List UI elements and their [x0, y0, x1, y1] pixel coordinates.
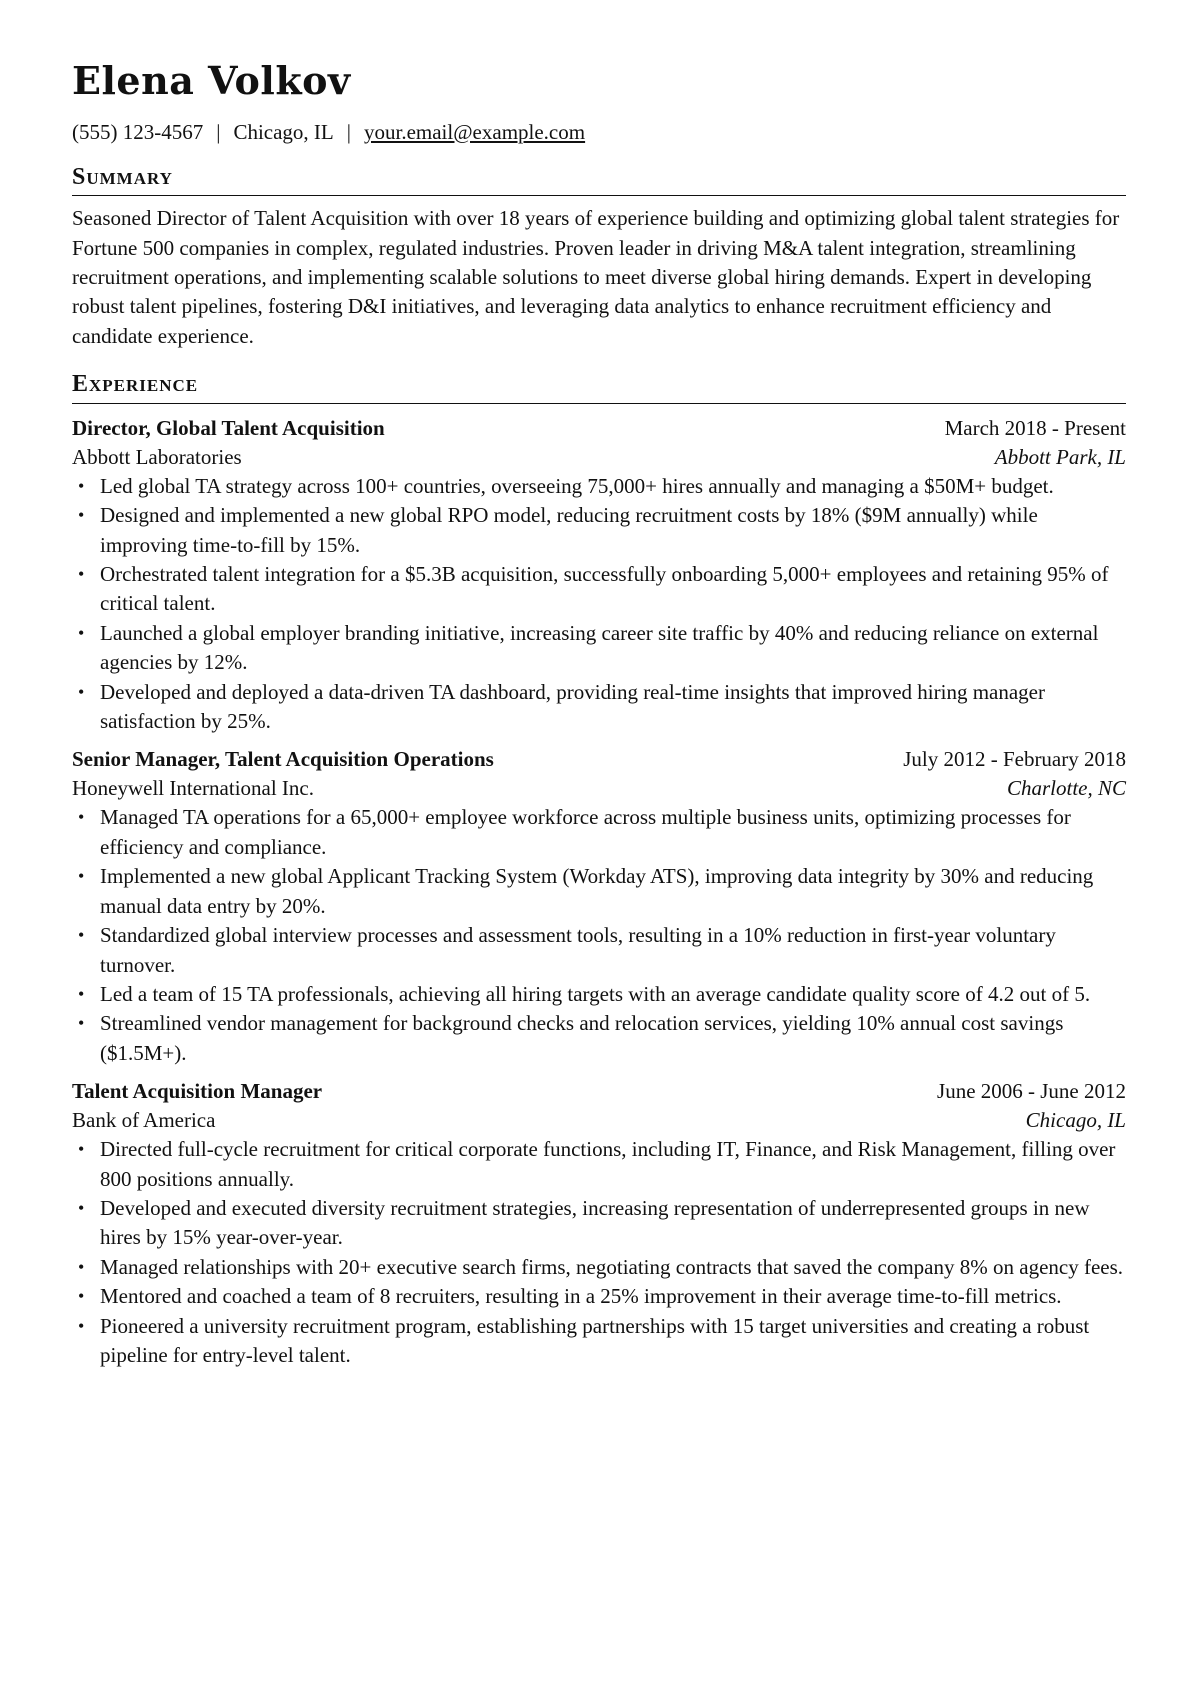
- bullet-icon: •: [78, 1139, 85, 1160]
- job-location: Abbott Park, IL: [994, 444, 1126, 469]
- list-item: [72, 1282, 1126, 1311]
- job-dates: July 2012 - February 2018: [903, 747, 1126, 772]
- email-link[interactable]: your.email@example.com: [363, 119, 586, 144]
- bullet-icon: •: [78, 866, 85, 887]
- list-item: [72, 862, 1126, 921]
- bullet-icon: •: [78, 564, 85, 585]
- location: Chicago, IL: [233, 119, 334, 144]
- summary-text: Seasoned Director of Talent Acquisition with over 18 years of experience building and optimizing global talent strategies for Fortune 500 companies in complex, regulated industries. Proven leader in driving M&A talent integration, streamlining recruitment operations, and implementing scalable solutions to meet diverse global hiring demands. Expert in developing robust talent pipelines, fostering D&I initiatives, and leveraging data analytics to enhance recruitment efficiency and candidate experience.: [72, 206, 1120, 348]
- job-company: Honeywell International Inc.: [72, 776, 314, 801]
- job-company-row: [72, 1106, 1126, 1135]
- list-item: [72, 501, 1126, 560]
- contact-line: [72, 118, 1126, 146]
- job-location: Charlotte, NC: [1006, 776, 1126, 801]
- job-company: Bank of America: [72, 1108, 216, 1133]
- job-header-row: [72, 1077, 1126, 1106]
- bullet-icon: •: [78, 475, 85, 496]
- list-item: [72, 560, 1126, 619]
- list-item: [72, 1009, 1126, 1068]
- experience-list: [72, 414, 1126, 1371]
- bullet-text: Launched a global employer branding initiative, increasing career site traffic by 40% and reducing reliance on external agencies by 12%.: [100, 620, 1099, 675]
- job-dates: June 2006 - June 2012: [937, 1079, 1126, 1104]
- contact-separator: |: [216, 119, 221, 144]
- job-dates: March 2018 - Present: [944, 415, 1126, 440]
- bullet-icon: •: [78, 1315, 85, 1336]
- job-company-row: [72, 774, 1126, 803]
- bullet-text: Directed full-cycle recruitment for critical corporate functions, including IT, Finance, and Risk Management, filling over 800 positions annually.: [100, 1137, 1116, 1191]
- bullet-text: Led a team of 15 TA professionals, achieving all hiring targets with an average candidate quality score of 4.2 out of 5.: [100, 981, 1091, 1006]
- bullet-icon: •: [78, 925, 85, 946]
- resume-page: [72, 58, 1126, 1370]
- list-item: [72, 1135, 1126, 1194]
- bullet-text: Managed relationships with 20+ executive search firms, negotiating contracts that saved the company 8% on agency fees.: [100, 1254, 1124, 1279]
- list-item: [72, 803, 1126, 862]
- job-header-row: [72, 745, 1126, 774]
- bullet-icon: •: [78, 681, 85, 702]
- bullet-icon: •: [78, 1013, 85, 1034]
- list-item: [72, 921, 1126, 980]
- job-company: Abbott Laboratories: [72, 444, 242, 469]
- bullet-text: Mentored and coached a team of 8 recruiters, resulting in a 25% improvement in their average time-to-fill metrics.: [100, 1284, 1062, 1309]
- bullet-text: Implemented a new global Applicant Tracking System (Workday ATS), improving data integrity by 30% and reducing manual data entry by 20%.: [100, 864, 1094, 918]
- phone-number: (555) 123-4567: [72, 119, 204, 144]
- list-item: [72, 1312, 1126, 1371]
- job-location: Chicago, IL: [1025, 1108, 1126, 1133]
- bullet-text: Developed and executed diversity recruitment strategies, increasing representation of underrepresented groups in new hires by 15% year-over-year.: [100, 1195, 1090, 1250]
- job-title: Talent Acquisition Manager: [72, 1079, 323, 1104]
- contact-separator: |: [346, 119, 351, 144]
- bullet-icon: •: [78, 1286, 85, 1307]
- bullet-icon: •: [78, 807, 85, 828]
- list-item: [72, 1253, 1126, 1282]
- job-entry: [72, 414, 1126, 737]
- bullet-text: Pioneered a university recruitment program, establishing partnerships with 15 target universities and creating a robust pipeline for entry-level talent.: [100, 1313, 1090, 1367]
- job-bullets: [72, 803, 1126, 1068]
- experience-heading: Experience: [72, 371, 1126, 404]
- job-title: Director, Global Talent Acquisition: [72, 415, 385, 440]
- bullet-text: Managed TA operations for a 65,000+ employee workforce across multiple business units, optimizing processes for efficiency and compliance.: [100, 805, 1071, 859]
- bullet-icon: •: [78, 1197, 85, 1218]
- bullet-text: Orchestrated talent integration for a $5.3B acquisition, successfully onboarding 5,000+ employees and retaining 95% of critical talent.: [100, 562, 1109, 616]
- bullet-text: Designed and implemented a new global RPO model, reducing recruitment costs by 18% ($9M annually) while improving time-to-fill by 15%.: [100, 503, 1038, 557]
- job-title: Senior Manager, Talent Acquisition Operations: [72, 747, 494, 772]
- bullet-icon: •: [78, 622, 85, 643]
- candidate-name: Elena Volkov: [72, 58, 351, 103]
- job-bullets: [72, 1135, 1126, 1370]
- list-item: [72, 1194, 1126, 1253]
- bullet-text: Led global TA strategy across 100+ countries, overseeing 75,000+ hires annually and managing a $50M+ budget.: [100, 473, 1054, 498]
- job-header-row: [72, 414, 1126, 443]
- summary-heading: Summary: [72, 164, 1126, 197]
- bullet-icon: •: [78, 983, 85, 1004]
- job-entry: [72, 745, 1126, 1068]
- bullet-text: Standardized global interview processes and assessment tools, resulting in a 10% reduction in first-year voluntary turnover.: [100, 923, 1056, 977]
- job-bullets: [72, 472, 1126, 737]
- list-item: [72, 472, 1126, 501]
- list-item: [72, 980, 1126, 1009]
- job-company-row: [72, 443, 1126, 472]
- list-item: [72, 619, 1126, 678]
- list-item: [72, 678, 1126, 737]
- bullet-icon: •: [78, 505, 85, 526]
- bullet-text: Streamlined vendor management for background checks and relocation services, yielding 10% annual cost savings ($1.5M+).: [100, 1011, 1064, 1065]
- job-entry: [72, 1077, 1126, 1370]
- bullet-icon: •: [78, 1256, 85, 1277]
- bullet-text: Developed and deployed a data-driven TA dashboard, providing real-time insights that improved hiring manager satisfaction by 25%.: [100, 679, 1045, 734]
